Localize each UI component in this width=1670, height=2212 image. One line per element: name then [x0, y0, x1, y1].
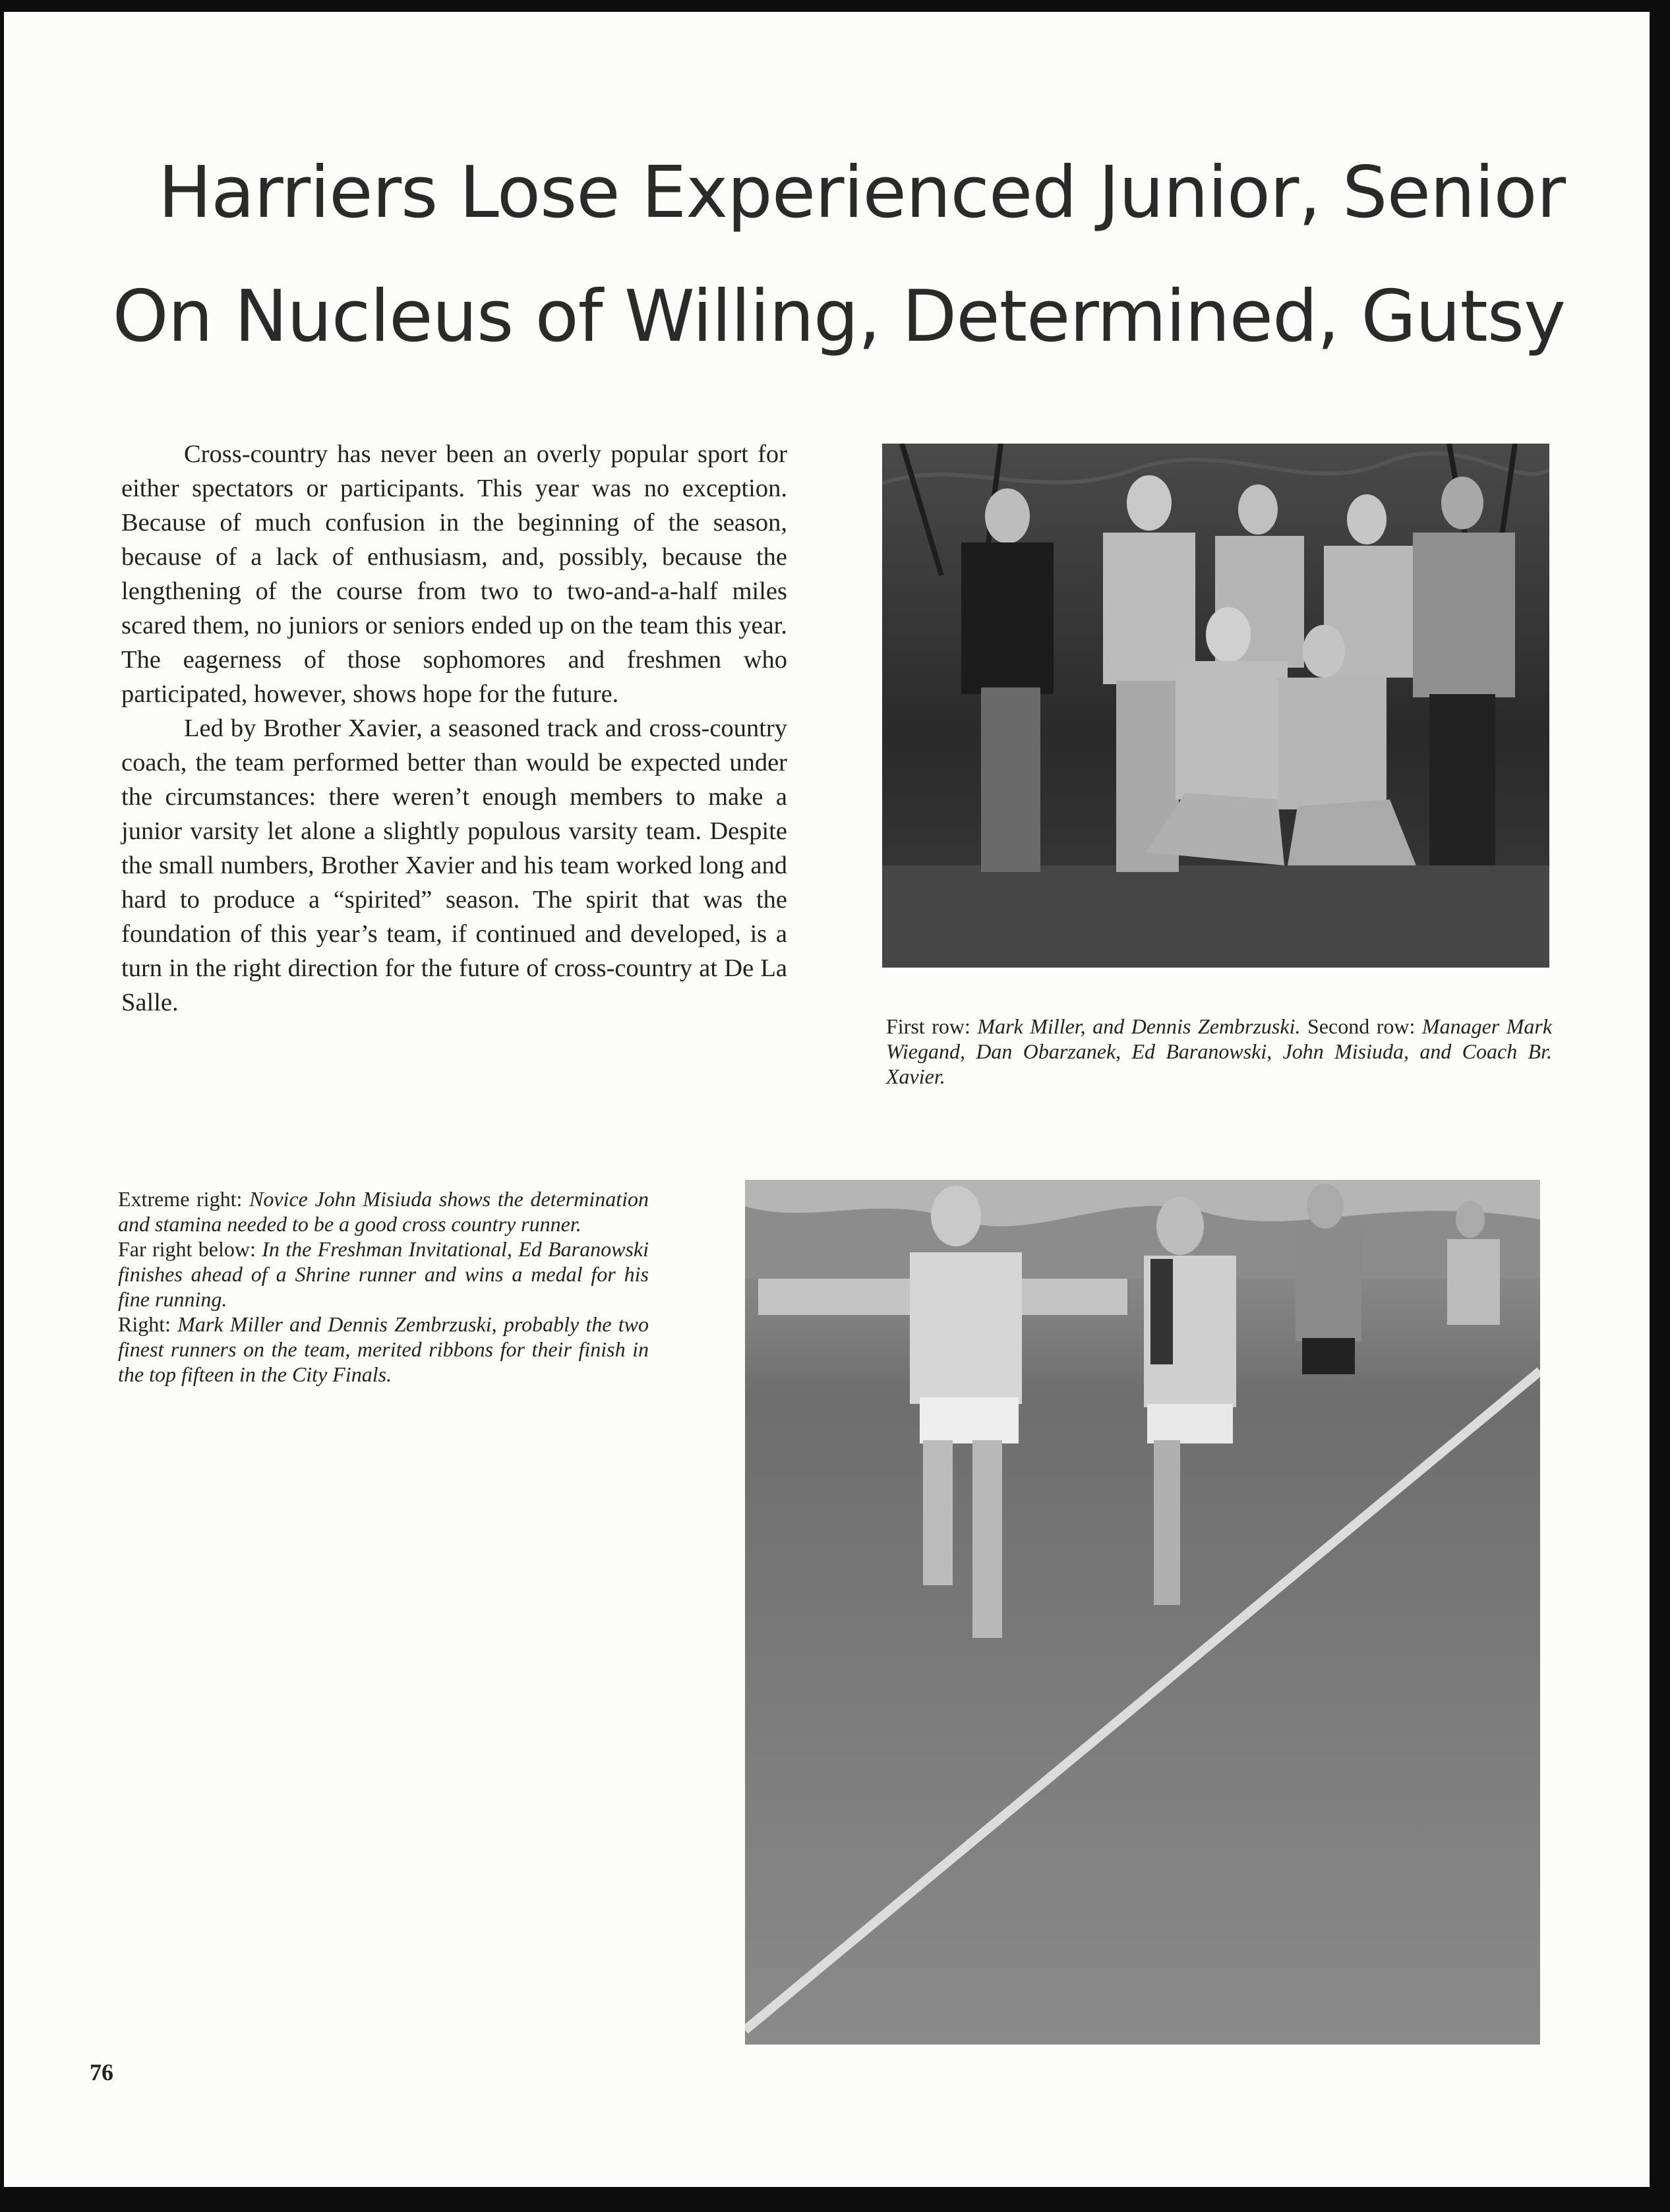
page-number: 76: [90, 2059, 113, 2085]
side-captions: [118, 1186, 649, 1387]
side-caption-1: [118, 1186, 649, 1237]
team-photo: [882, 444, 1549, 968]
team-photo-image: [882, 444, 1549, 968]
side-caption-1-label: Extreme right:: [118, 1187, 243, 1211]
article-paragraph-1: Cross-country has never been an overly popular sport for either spectators or participants. This year was no exception. Because of much confusion in the beginning of the season, because of a lack of enthusiasm, and, possibly, because the lengthening of the course from two to two-and-a-half miles scared them, no juniors or seniors ended up on the team this year. The eagerness of those sophomores and freshmen who participated, however, shows hope for the future.: [121, 440, 787, 708]
article-paragraph-2: Led by Brother Xavier, a seasoned track and cross-country coach, the team performed better than would be expected under the circumstances: there weren’t enough members to make a junior varsity let alone a slightly populous varsity team. Despite the small numbers, Brother Xavier and his team worked long and hard to produce a “spirited” season. The spirit that was the foundation of this year’s team, if continued and developed, is a turn in the right direction for the future of cross-country at De La Salle.: [121, 714, 787, 1016]
article-body: [121, 437, 787, 1020]
team-photo-caption: [886, 1014, 1552, 1089]
side-caption-3-label: Right:: [118, 1312, 171, 1336]
side-caption-2: [118, 1237, 649, 1312]
yearbook-page: [4, 12, 1650, 2187]
side-caption-3: [118, 1312, 649, 1387]
caption-first-row-label: First row:: [886, 1014, 970, 1038]
caption-second-row-label: Second row:: [1307, 1014, 1416, 1038]
headline-line-1: Harriers Lose Experienced Junior, Senior: [158, 152, 1565, 234]
race-photo: [745, 1180, 1540, 2045]
headline-line-2: On Nucleus of Willing, Determined, Gutsy: [112, 276, 1565, 358]
side-caption-2-label: Far right below:: [118, 1237, 256, 1261]
side-caption-1-text: Novice John Misiuda shows the determination and stamina needed to be a good cross country runner.: [118, 1187, 649, 1236]
side-caption-3-text: Mark Miller and Dennis Zembrzuski, probably the two finest runners on the team, merited ribbons for their finish in the top fifteen in the City Finals.: [118, 1312, 649, 1386]
caption-second-row-names: Manager Mark Wiegand, Dan Obarzanek, Ed Baranowski, John Misiuda, and Coach Br. Xavier.: [886, 1014, 1553, 1088]
caption-first-row-names: Mark Miller, and Dennis Zembrzuski.: [977, 1014, 1301, 1038]
side-caption-2-text: In the Freshman Invitational, Ed Baranowski finishes ahead of a Shrine runner and wins a medal for his fine running.: [118, 1237, 649, 1311]
race-photo-image: [745, 1180, 1540, 2045]
